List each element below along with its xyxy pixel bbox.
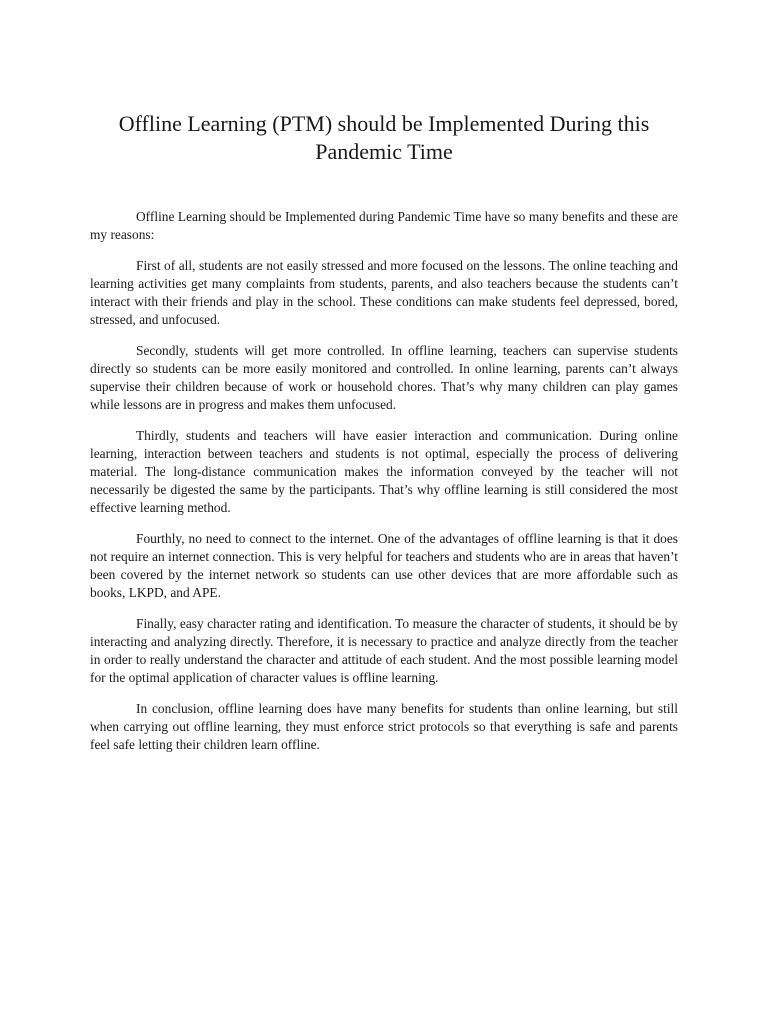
paragraph-fourth-reason: Fourthly, no need to connect to the internet. One of the advantages of offline learning is that it does not require an internet connection. This is very helpful for teachers and students who are in areas that haven’t been covered by the internet network so students can use other devices that are more affordable such as books, LKPD, and APE.	[90, 531, 678, 600]
document-body	[90, 208, 678, 767]
paragraph-final-reason: Finally, easy character rating and identification. To measure the character of students, it should be by interacting and analyzing directly. Therefore, it is necessary to practice and analyze directly from the teacher in order to really understand the character and attitude of each student. And the most possible learning model for the optimal application of character values is offline learning.	[90, 616, 678, 685]
paragraph-first-reason: First of all, students are not easily stressed and more focused on the lessons. The online teaching and learning activities get many complaints from students, parents, and also teachers because the students can’t interact with their friends and play in the school. These conditions can make students feel depressed, bored, stressed, and unfocused.	[90, 258, 678, 327]
document-title: Offline Learning (PTM) should be Implemented During this Pandemic Time	[118, 111, 650, 164]
paragraph-third-reason: Thirdly, students and teachers will have easier interaction and communication. During online learning, interaction between teachers and students is not optimal, especially the process of delivering material. The long-distance communication makes the information conveyed by the teacher will not necessarily be digested the same by the participants. That’s why offline learning is still considered the most effective learning method.	[90, 428, 678, 515]
paragraph-conclusion: In conclusion, offline learning does have many benefits for students than online learning, but still when carrying out offline learning, they must enforce strict protocols so that everything is safe and parents feel safe letting their children learn offline.	[90, 701, 678, 752]
paragraph-intro: Offline Learning should be Implemented during Pandemic Time have so many benefits and these are my reasons:	[90, 209, 678, 242]
paragraph-second-reason: Secondly, students will get more controlled. In offline learning, teachers can supervise students directly so students can be more easily monitored and controlled. In online learning, parents can’t always supervise their children because of work or household chores. That’s why many children can play games while lessons are in progress and makes them unfocused.	[90, 343, 678, 412]
